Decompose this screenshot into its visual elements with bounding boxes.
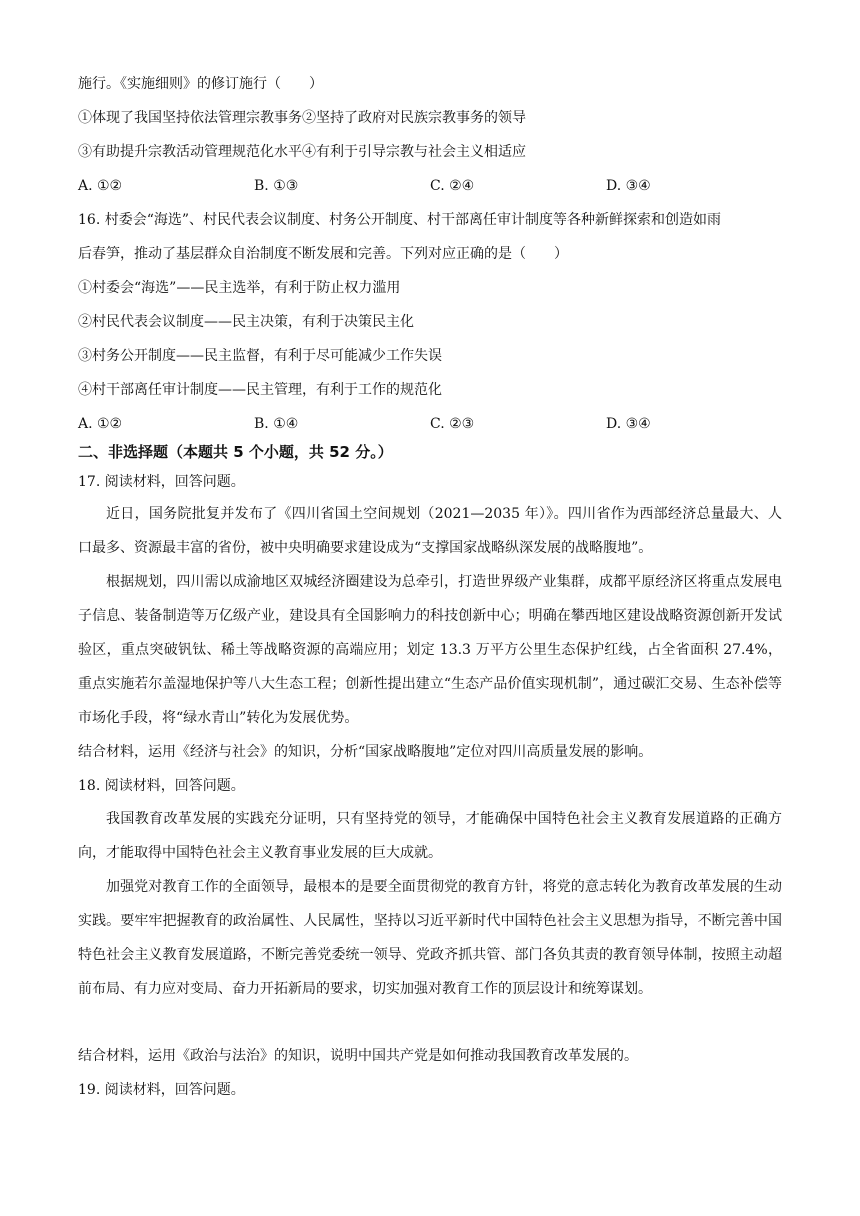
q16-option-d[interactable]: D. ③④: [606, 416, 651, 432]
q16-statement-2: ②村民代表会议制度——民主决策，有利于决策民主化: [78, 314, 414, 330]
q18-material-paragraph-2: 加强党对教育工作的全面领导，最根本的是要全面贯彻党的教育方针，将党的意志转化为教育改革发展的生动实践。要牢牢把握教育的政治属性、人民属性，坚持以习近平新时代中国特色社会主义思想为指导，不断完善中国特色社会主义教育发展道路，不断完善党委统一领导、党政齐抓共管、部门各负其责的教育领导体制，按照主动超前布局、有力应对变局、奋力开拓新局的要求，切实加强对教育工作的顶层设计和统筹谋划。: [78, 879, 782, 997]
q15-option-b[interactable]: B. ①③: [254, 178, 299, 194]
q16-statement-4: ④村干部离任审计制度——民主管理，有利于工作的规范化: [78, 382, 442, 398]
q17-material-paragraph-1: 近日，国务院批复并发布了《四川省国土空间规划（2021—2035 年）》。四川省作为西部经济总量最大、人口最多、资源最丰富的省份，被中央明确要求建设成为“支撑国家战略纵深发展的战略腹地”。: [78, 506, 782, 556]
q15-option-d[interactable]: D. ③④: [606, 178, 651, 194]
q18-prompt: 18. 阅读材料，回答问题。: [78, 778, 245, 794]
q18-question: 结合材料，运用《政治与法治》的知识，说明中国共产党是如何推动我国教育改革发展的。: [78, 1048, 638, 1064]
q15-option-c[interactable]: C. ②④: [430, 178, 475, 194]
q15-statement-line-1: ①体现了我国坚持依法管理宗教事务②坚持了政府对民族宗教事务的领导: [78, 110, 526, 126]
q16-stem-line-2: 后春笋，推动了基层群众自治制度不断发展和完善。下列对应正确的是（ ）: [78, 246, 568, 262]
q15-statement-line-2: ③有助提升宗教活动管理规范化水平④有利于引导宗教与社会主义相适应: [78, 144, 526, 160]
section-heading: 二、非选择题（本题共 5 个小题，共 52 分。）: [78, 443, 393, 461]
q18-material-paragraph-1: 我国教育改革发展的实践充分证明，只有坚持党的领导，才能确保中国特色社会主义教育发展道路的正确方向，才能取得中国特色社会主义教育事业发展的巨大成就。: [78, 811, 782, 861]
q17-prompt: 17. 阅读材料，回答问题。: [78, 474, 245, 490]
q16-statement-1: ①村委会“海选”——民主选举，有利于防止权力滥用: [78, 280, 401, 296]
q16-stem-line-1: 16. 村委会“海选”、村民代表会议制度、村务公开制度、村干部离任审计制度等各种新鲜探索和创造如雨: [78, 212, 722, 228]
q19-prompt: 19. 阅读材料，回答问题。: [78, 1082, 245, 1098]
q16-option-c[interactable]: C. ②③: [430, 416, 475, 432]
q16-options: [78, 414, 790, 434]
q16-statement-3: ③村务公开制度——民主监督，有利于尽可能减少工作失误: [78, 348, 442, 364]
q15-options: [78, 176, 790, 196]
q15-stem-tail: 施行。《实施细则》的修订施行（ ）: [78, 76, 323, 92]
q15-option-a[interactable]: A. ①②: [78, 178, 123, 194]
q16-option-a[interactable]: A. ①②: [78, 416, 123, 432]
q16-option-b[interactable]: B. ①④: [254, 416, 299, 432]
q17-material-paragraph-2: 根据规划，四川需以成渝地区双城经济圈建设为总牵引，打造世界级产业集群，成都平原经济区将重点发展电子信息、装备制造等万亿级产业，建设具有全国影响力的科技创新中心；明确在攀西地区建设战略资源创新开发试验区，重点突破钒钛、稀土等战略资源的高端应用；划定 13.3 万平方公里生态保护红线，占全省面积 27.4%，重点实施若尔盖湿地保护等八大生态工程；创新性提出建立“生态产品价值实现机制”，通过碳汇交易、生态补偿等市场化手段，将“绿水青山”转化为发展优势。: [78, 574, 782, 726]
q17-question: 结合材料，运用《经济与社会》的知识，分析“国家战略腹地”定位对四川高质量发展的影响。: [78, 744, 653, 760]
